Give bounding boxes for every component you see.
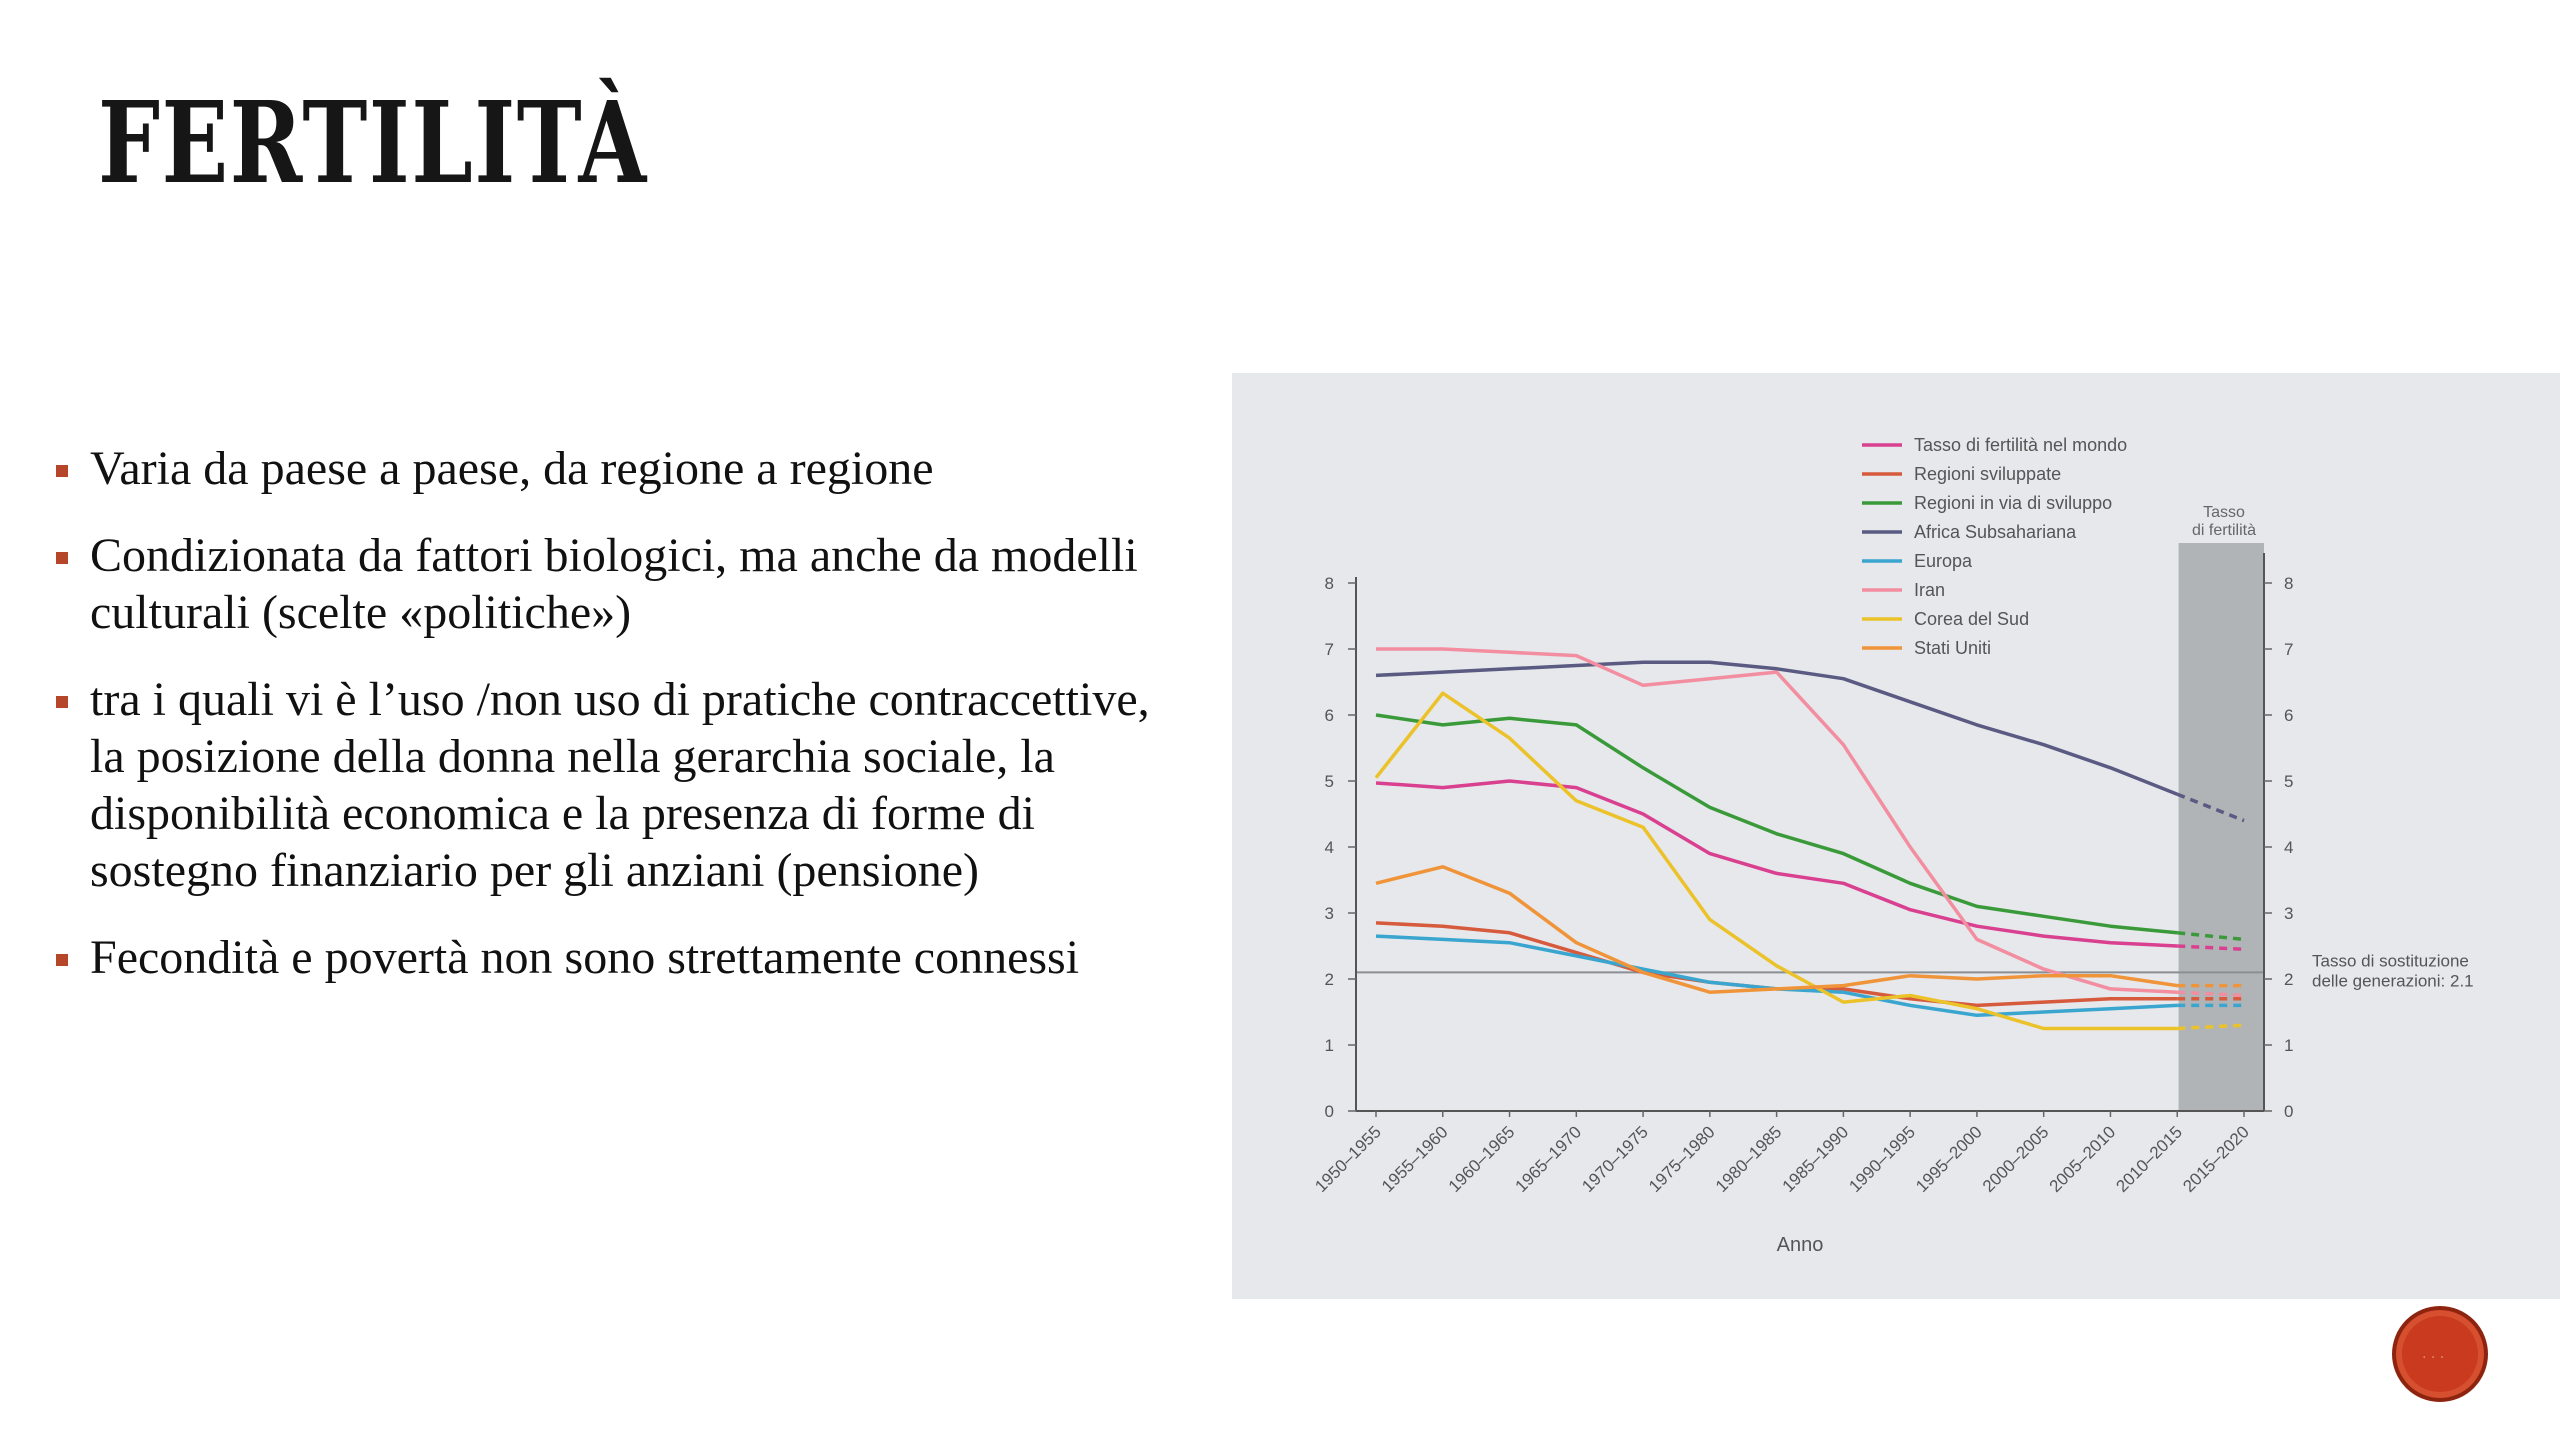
x-tick-label: 1950–1955 [1311,1122,1385,1196]
next-slide-button[interactable] [2392,1306,2488,1402]
legend-label: Stati Uniti [1914,638,1992,658]
x-tick-label: 1975–1980 [1645,1122,1719,1196]
right-axis-label: Tasso di fertilità [2191,504,2257,539]
x-tick-label: 1985–1990 [1778,1122,1853,1196]
x-tick-label: 2000–2005 [1978,1122,2053,1196]
legend-label: Tasso di fertilità nel mondo [1914,435,2128,455]
bullet-list [52,440,1162,1016]
legend-label: Corea del Sud [1914,609,2030,629]
y-tick-label-right: 8 [2284,574,2294,593]
bullet-text: Varia da paese a paese, da regione a regione [90,442,934,495]
slide-title: FERTILITÀ [98,78,648,209]
x-tick-label: 1965–1970 [1511,1122,1586,1196]
bullet-square-icon [56,465,68,477]
replacement-rate-label: Tasso di sostituzione delle generazioni: 2.1 [2312,951,2474,991]
legend-label: Regioni in via di sviluppo [1914,493,2113,513]
y-tick-label-left: 0 [1324,1102,1334,1121]
y-tick-label-right: 3 [2284,904,2294,923]
bullet-item [52,527,1162,641]
y-tick-label-left: 4 [1324,838,1334,857]
x-tick-label: 2015–2020 [2179,1122,2253,1196]
chart-photo [1232,373,2560,1299]
y-tick-label-right: 5 [2284,772,2294,791]
x-tick-label: 2005–2010 [2045,1122,2120,1196]
legend-label: Europa [1914,551,1973,571]
x-tick-label: 2010–2015 [2112,1122,2187,1196]
legend-label: Regioni sviluppate [1914,464,2062,484]
y-tick-label-left: 6 [1324,706,1334,725]
bullet-item [52,671,1162,899]
bullet-text: Condizionata da fattori biologici, ma anche da modelli culturali (scelte «politiche») [90,529,1138,639]
bullet-item [52,929,1162,986]
y-tick-label-left: 1 [1324,1036,1334,1055]
y-tick-label-left: 7 [1324,640,1334,659]
legend-label: Africa Subsahariana [1914,522,2077,542]
bullet-square-icon [56,552,68,564]
bullet-text: tra i quali vi è l’uso /non uso di pratiche contraccettive, la posizione della donna nella gerarchia sociale, la disponibilità economica e la presenza di forme di sostegno finanziario per gli anziani (pensione) [90,673,1150,897]
y-tick-label-right: 6 [2284,706,2294,725]
y-tick-label-left: 3 [1324,904,1334,923]
bullet-item [52,440,1162,497]
y-tick-label-left: 5 [1324,772,1334,791]
legend-label: Iran [1914,580,1946,600]
y-tick-label-right: 2 [2284,970,2294,989]
y-tick-label-right: 0 [2284,1102,2294,1121]
fertility-line-chart [1232,373,2560,1299]
x-axis-title: Anno [1776,1234,1824,1256]
bullet-square-icon [56,954,68,966]
y-tick-label-right: 1 [2284,1036,2294,1055]
x-tick-label: 1995–2000 [1912,1122,1986,1196]
x-tick-label: 1980–1985 [1711,1122,1786,1196]
bullet-text: Fecondità e povertà non sono strettamente connessi [90,931,1080,984]
y-tick-label-right: 4 [2284,838,2294,857]
y-tick-label-left: 2 [1324,970,1334,989]
y-tick-label-right: 7 [2284,640,2294,659]
x-tick-label: 1970–1975 [1578,1122,1652,1196]
nav-dots-icon: · · · [2422,1350,2445,1366]
x-tick-label: 1990–1995 [1845,1122,1919,1196]
x-tick-label: 1960–1965 [1444,1122,1519,1196]
bullet-square-icon [56,696,68,708]
x-tick-label: 1955–1960 [1377,1122,1452,1196]
y-tick-label-left: 8 [1324,574,1334,593]
